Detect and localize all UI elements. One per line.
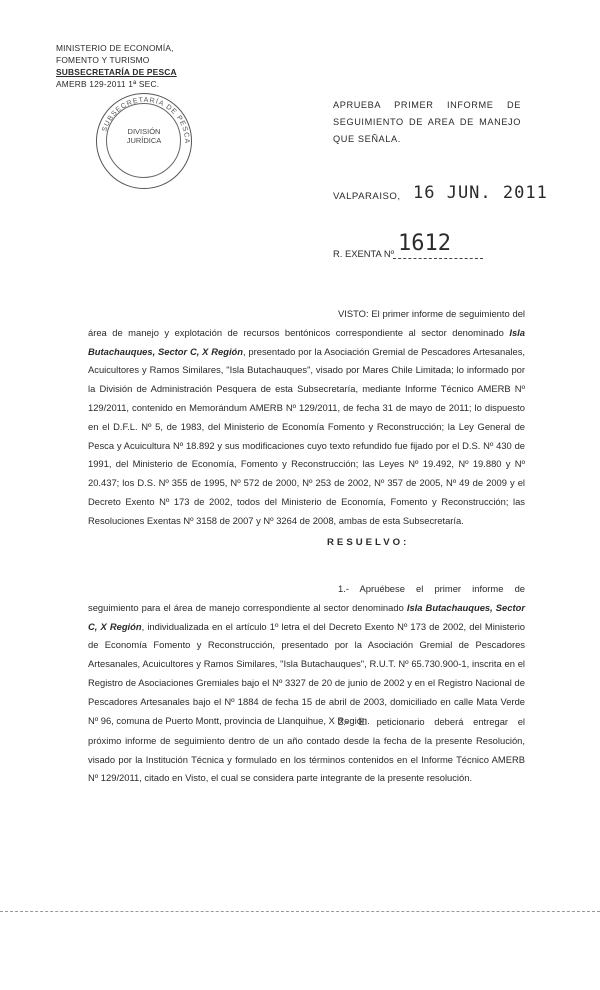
resolution-number-line (393, 258, 483, 259)
place: VALPARAISO, (333, 191, 401, 202)
header-ministry-2: FOMENTO Y TURISMO (56, 55, 150, 65)
official-stamp (96, 93, 192, 189)
header-reference: AMERB 129-2011 1ª SEC. (56, 79, 160, 89)
stamp-ring-text: SUBSECRETARÍA DE PESCA (101, 96, 191, 145)
resolution-label: R. EXENTA Nº (333, 248, 395, 259)
date-stamp: 16 JUN. 2011 (413, 183, 548, 203)
stamp-division-text (97, 127, 191, 145)
point-1-rest: , individualizada en el artículo 1º letra el del Decreto Exento Nº 173 de 2002, del Ministerio de Economía Fomento y Reconstrucción, presentado por la Asociación Gremial de Pescadores Artesanales, Acuicultores y Ramos Similares, "Isla Butachauques", R.U.T. Nº 65.730.900-1, inscrita en el Registro de Asociaciones Gremiales bajo el Nº 3327 de 20 de junio de 2002 y en el Registro Nacional de Pescadores Artesanales bajo el Nº 1884 de fecha 15 de abril de 2003, domiciliado en calle Mata Verde Nº 96, comuna de Puerto Montt, provincia de Llanquihue, X Región. (88, 620, 526, 726)
point-2-text: 2.- El peticionario deberá entregar el próximo informe de seguimiento dentro de un año contado desde la fecha de la presente Resolución, visado por la Institución Técnica y formulado en los términos contenidos en el Informe Técnico AMERB Nº 129/2011, citado en Visto, el cual se considera parte integrante de la presente resolución. (88, 716, 525, 784)
visto-paragraph (88, 305, 525, 531)
visto-lead: VISTO: El primer informe de seguimiento del área de manejo y explotación de recursos bentónicos correspondiente al sector denominado (88, 308, 525, 338)
resuelvo-heading: RESUELVO: (327, 537, 410, 548)
header-ministry: MINISTERIO DE ECONOMÍA, (56, 43, 174, 53)
point-1-sector: Isla Butachauques, Sector C, X Región (88, 601, 525, 632)
point-2-paragraph (88, 713, 525, 788)
visto-sector: Isla Butachauques, Sector C, X Región (88, 326, 525, 357)
visto-rest: , presentado por la Asociación Gremial de Pescadores Artesanales, Acuicultores y Ramos Similares, "Isla Butachauques", visado por Mares Chile Limitada; lo informado por la División de Administración Pesquera de esta Subsecretaría, mediante Informe Técnico AMERB Nº 129/2011, contenido en Memorándum AMERB Nº 129/2011, de fecha 31 de mayo de 2011; lo dispuesto en el D.F.L. Nº 5, de 1983, del Ministerio de Economía Fomento y Reconstrucción; la Ley General de Pesca y Acuicultura Nº 18.892 y sus modificaciones cuyo texto refundido fue fijado por el D.S. Nº 430 de 1991, del Ministerio de Economía, Fomento y Reconstrucción; las Leyes Nº 19.492, Nº 19.880 y Nº 20.437; los D.S. Nº 355 de 1995, Nº 572 de 2000, Nº 253 de 2002, Nº 357 de 2005, Nº 49 de 2009 y el Decreto Exento Nº 173 de 2002, todos del Ministerio de Economía, Fomento y Reconstrucción; las Resoluciones Exentas Nº 3158 de 2007 y Nº 3264 de 2008, ambas de esta Subsecretaría. (88, 345, 525, 526)
stamp-line-1: DIVISIÓN (127, 127, 161, 136)
resolution-number: 1612 (398, 231, 451, 256)
page-bottom-divider (0, 911, 600, 912)
point-1-lead: 1.- Apruébese el primer informe de seguimiento para el área de manejo correspondiente al sector denominado (88, 583, 525, 613)
point-1-paragraph (88, 580, 525, 730)
stamp-line-2: JURÍDICA (126, 136, 162, 145)
header-subsecretaria: SUBSECRETARÍA DE PESCA (56, 67, 177, 77)
ministry-header (56, 42, 186, 90)
resolution-subject: APRUEBA PRIMER INFORME DE SEGUIMIENTO DE AREA DE MANEJO QUE SEÑALA. (333, 100, 521, 144)
